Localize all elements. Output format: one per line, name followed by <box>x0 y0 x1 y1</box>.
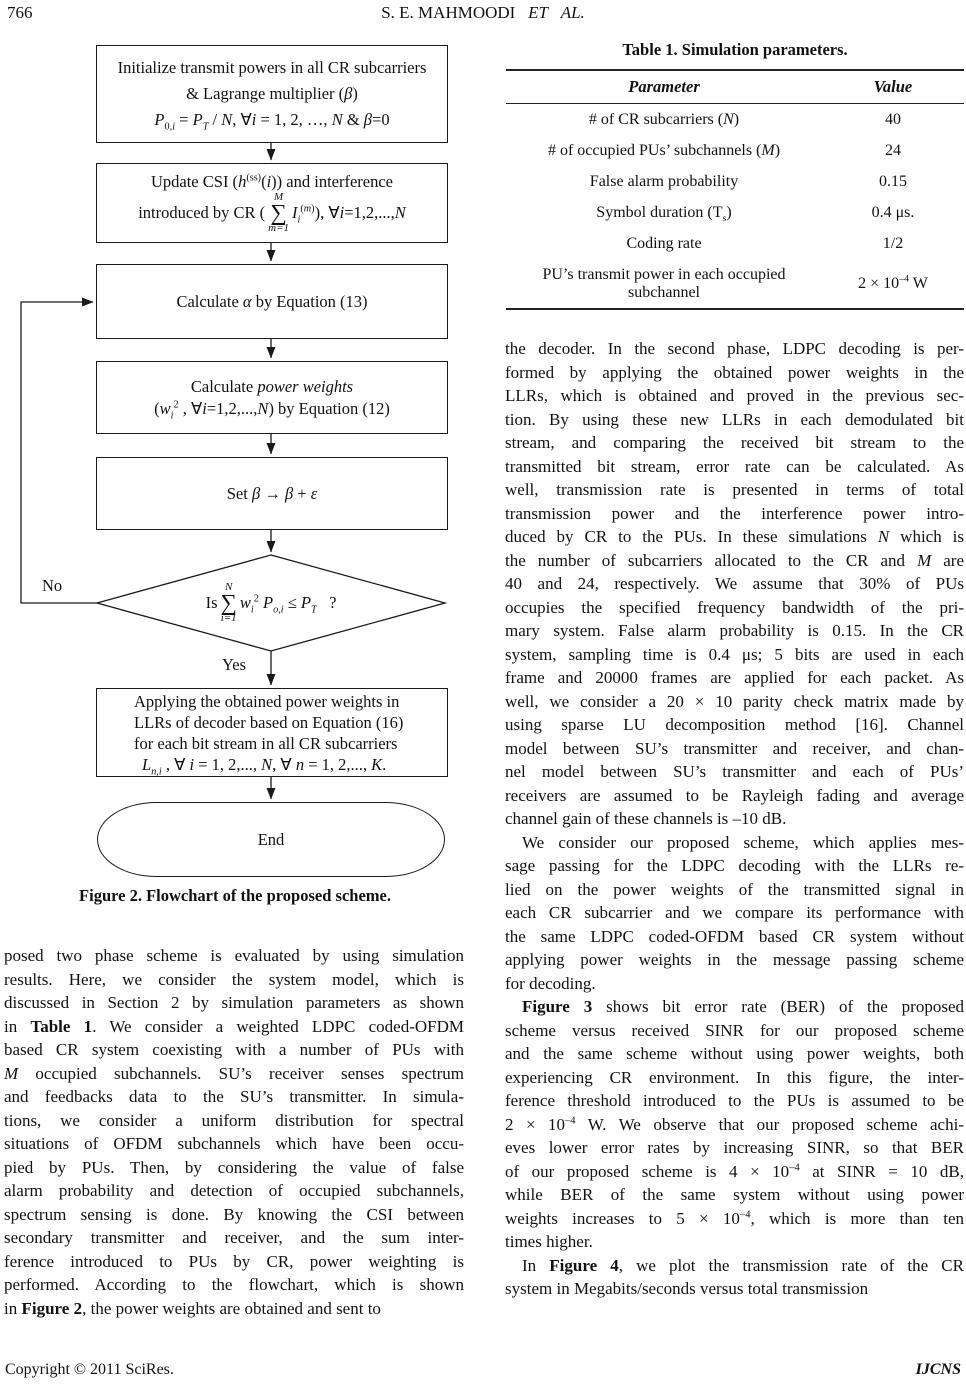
box-text: $P_{0,i} = P_T / N$, ∀i = 1, 2, …, N & β=0 <box>154 110 390 133</box>
table-row <box>506 228 964 259</box>
figure-2-caption: Figure 2. Flowchart of the proposed scheme. <box>79 886 391 905</box>
text-line: model between SU’s transmitter and receiver, and chan- <box>505 738 964 758</box>
flowchart-box-initialize <box>96 45 448 143</box>
text-line: using sparse LU decomposition method [16]. Channel <box>505 715 964 734</box>
text-line: pied by PUs. Then, by considering the value of false <box>4 1157 464 1177</box>
box-text: Update CSI $(h^{(ss)}(i))$ and interference <box>150 171 394 191</box>
text-line: stream, and comparing the received bit stream to the <box>505 433 964 452</box>
box-text: Applying the obtained power weights in <box>134 691 400 711</box>
table-row <box>506 104 964 136</box>
simulation-parameters-table <box>506 69 964 310</box>
copyright-notice: Copyright © 2011 SciRes. <box>5 1361 174 1378</box>
text-line: transmission power and the interference power intro- <box>505 503 964 523</box>
text-line: discussed in Section 2 by simulation parameters as shown <box>4 993 464 1012</box>
text-line: secondary transmitter and receiver, and the sum inter- <box>4 1228 464 1247</box>
paragraph <box>505 831 964 996</box>
box-text: LLRs of decoder based on Equation (16) <box>134 712 404 732</box>
branch-label-yes: Yes <box>222 655 247 674</box>
value-cell: 0.15 <box>879 172 907 190</box>
text-line: the same LDPC coded-OFDM based CR system without <box>505 926 964 946</box>
text-line: eves lower error rates by increasing SINR, so that BER <box>505 1138 964 1157</box>
flowchart-box-update-csi <box>96 163 448 243</box>
table-row <box>506 197 964 228</box>
right-column-text <box>505 337 964 1301</box>
text-line: Figure 3 shows bit error rate (BER) of the proposed <box>522 997 964 1016</box>
sigma-symbol: ∑ <box>270 200 287 226</box>
flowchart-box-calculate-power-weights <box>96 361 448 434</box>
box-text: Calculate power weights <box>190 376 354 396</box>
sigma-symbol: ∑ <box>220 590 237 616</box>
text-line: weights increases to $5 \times 10^{-4}$, which is more than ten <box>505 1208 964 1228</box>
text-line: lied on the power weights of the transmitted signal in <box>505 879 964 899</box>
box-text: for each bit stream in all CR subcarriers <box>134 733 398 753</box>
text-line: LLRs, which is obtained and proved in the previous sec- <box>505 386 964 405</box>
paragraph <box>505 1254 964 1301</box>
math-text: $I_i^{(m)}$), ∀i=1,2,...,N <box>292 202 406 226</box>
text-line: We consider our proposed scheme, which applies mes- <box>522 832 964 852</box>
text-line: frame and 20000 frames are applied for each packet. As <box>505 668 964 687</box>
text-line: M occupied subchannels. SU’s receiver senses spectrum <box>4 1063 464 1083</box>
branch-label-no: No <box>42 576 63 595</box>
sum-upper-limit: N <box>225 580 233 593</box>
text-line: applying power weights in the message passing scheme <box>505 950 964 969</box>
box-text: ($w_i^2$ , ∀i=1,2,...,N) by Equation (12) <box>154 398 390 421</box>
text-line: while BER of the same system without using power <box>505 1185 964 1204</box>
text-line: experiencing CR environment. In this figure, the inter- <box>505 1067 964 1087</box>
column-header-parameter: Parameter <box>506 70 822 104</box>
paragraph <box>505 337 964 831</box>
parameter-cell: # of CR subcarriers (N) <box>588 110 740 128</box>
text-line: In Figure 4, we plot the transmission rate of the CR <box>522 1255 964 1275</box>
text-line: well, transmission rate is presented in terms of total <box>505 480 964 499</box>
flowchart-box-set-beta <box>96 457 448 530</box>
text-line: duced by CR to the PUs. In these simulations N which is <box>505 527 964 546</box>
running-head: S. E. MAHMOODI ET AL. <box>381 3 585 22</box>
text-line: tion. By using these new LLRs in each demodulated bit <box>505 409 964 429</box>
text-line: for decoding. <box>505 973 596 993</box>
text-line: times higher. <box>505 1232 593 1251</box>
text-line: formed by applying the obtained power weights in the <box>505 362 964 382</box>
text-line: system, sampling time is 0.4 μs; 5 bits are used in each <box>505 644 964 664</box>
math-text: introduced by CR ( <box>138 202 266 222</box>
text-line: scheme versus received SINR for our proposed scheme <box>505 1020 964 1040</box>
box-math-row <box>206 582 337 625</box>
text-line: each CR subcarrier and we compare its performance with <box>505 903 964 922</box>
sum-lower-limit: m=1 <box>268 221 290 234</box>
value-cell: 24 <box>885 141 901 159</box>
text-line: and feedbacks data to the SU’s transmitter. In simula- <box>4 1087 464 1106</box>
flowchart-terminator-end <box>97 802 445 877</box>
flowchart-box-apply-weights <box>96 688 448 777</box>
text-line: occupies the specified frequency bandwidth of the pri- <box>505 597 964 617</box>
text-line: well, we consider a 20 × 10 parity check matrix made by <box>505 691 964 711</box>
text-line: situations of OFDM subchannels which have been occu- <box>4 1134 464 1153</box>
math-text: $w_i^2$ $P_{o,i} \le P_T$ ? <box>239 592 337 616</box>
text-line: system in Megabits/seconds versus total transmission <box>505 1279 869 1298</box>
text-line: 40 and 24, respectively. We assume that 30% of PUs <box>505 574 964 593</box>
parameter-cell: Coding rate <box>626 234 702 252</box>
flowchart-box-calculate-alpha <box>96 264 448 339</box>
text-line: channel gain of these channels is –10 dB. <box>505 809 787 828</box>
text-line: receivers are assumed to be Rayleigh fading and average <box>505 785 964 805</box>
math-text: Is <box>205 592 218 612</box>
paragraph <box>505 995 964 1254</box>
journal-abbreviation: IJCNS <box>915 1361 961 1378</box>
value-cell: 0.4 μs. <box>871 203 915 221</box>
text-line: posed two phase scheme is evaluated by using simulation <box>4 946 464 965</box>
value-cell: 1/2 <box>882 234 904 252</box>
table-row <box>506 166 964 197</box>
text-line: $2 \times 10^{-4}$ W. We observe that our proposed scheme achi- <box>505 1114 964 1134</box>
box-text: End <box>257 829 285 849</box>
text-line: in Table 1. We consider a weighted LDPC coded-OFDM <box>4 1016 464 1036</box>
text-line: the decoder. In the second phase, LDPC decoding is per- <box>505 339 964 358</box>
table-row <box>506 135 964 166</box>
text-line: sage passing for the LDPC decoding with the LLRs re- <box>505 856 964 875</box>
text-line: transmitted bit stream, error rate can be calculated. As <box>505 456 964 476</box>
left-column-text <box>4 944 464 1320</box>
text-line: the number of subcarriers allocated to the CR and M are <box>505 550 964 570</box>
column-header-value: Value <box>822 70 964 104</box>
text-line: mary system. False alarm probability is 0.15. In the CR <box>505 621 964 640</box>
value-cell: 40 <box>885 110 901 128</box>
sum-lower-limit: i=1 <box>220 611 237 624</box>
table-row <box>506 259 964 309</box>
table-1-title: Table 1. Simulation parameters. <box>622 40 848 59</box>
text-line: ference introduced to PUs by CR, power weighting is <box>4 1251 464 1271</box>
text-line: performed. According to the flowchart, which is shown <box>4 1275 464 1294</box>
summation <box>221 582 237 625</box>
sum-upper-limit: M <box>274 190 284 203</box>
text-line: nel model between SU’s transmitter and each of PUs’ <box>505 762 964 781</box>
summation <box>268 192 289 235</box>
box-text: Initialize transmit powers in all CR subcarriers <box>117 58 427 77</box>
parameter-cell: False alarm probability <box>589 172 739 190</box>
box-text: Calculate α by Equation (13) <box>176 291 368 311</box>
table-1 <box>506 40 964 310</box>
text-line: in Figure 2, the power weights are obtained and sent to <box>4 1298 381 1318</box>
text-line: spectrum sensing is done. By knowing the CSI between <box>4 1204 464 1224</box>
box-math-row <box>138 192 406 235</box>
figure-2-flowchart <box>0 0 480 940</box>
box-text: & Lagrange multiplier (β) <box>186 84 358 103</box>
parameter-cell: PU’s transmit power in each occupied subchannel <box>542 265 786 301</box>
text-line: alarm probability and detection of occupied subchannels, <box>4 1181 464 1200</box>
box-text: $L_{n,i}$ , ∀ i = 1, 2,..., N, ∀ n = 1, 2,..., K. <box>142 754 387 777</box>
text-line: of our proposed scheme is $4 \times 10^{-4}$ at SINR = 10 dB, <box>505 1161 964 1181</box>
text-line: based CR system coexisting with a number of PUs with <box>4 1040 464 1059</box>
parameter-cell: # of occupied PUs’ subchannels (M) <box>547 141 781 159</box>
value-cell: $2 \times 10^{-4}$ W <box>858 273 928 292</box>
text-line: tions, we consider a uniform distribution for spectral <box>4 1110 464 1130</box>
page-number: 766 <box>7 3 33 22</box>
table-header-row <box>506 70 964 104</box>
flowchart-decision-text <box>97 557 445 649</box>
text-line: results. Here, we consider the system model, which is <box>4 969 464 989</box>
parameter-cell: Symbol duration $(T_s)$ <box>596 203 732 224</box>
text-line: ference threshold introduced to the PUs is assumed to be <box>505 1091 964 1110</box>
box-text: Set β → β + ε <box>226 483 318 503</box>
text-line: and the same scheme without using power weights, both <box>505 1044 964 1063</box>
